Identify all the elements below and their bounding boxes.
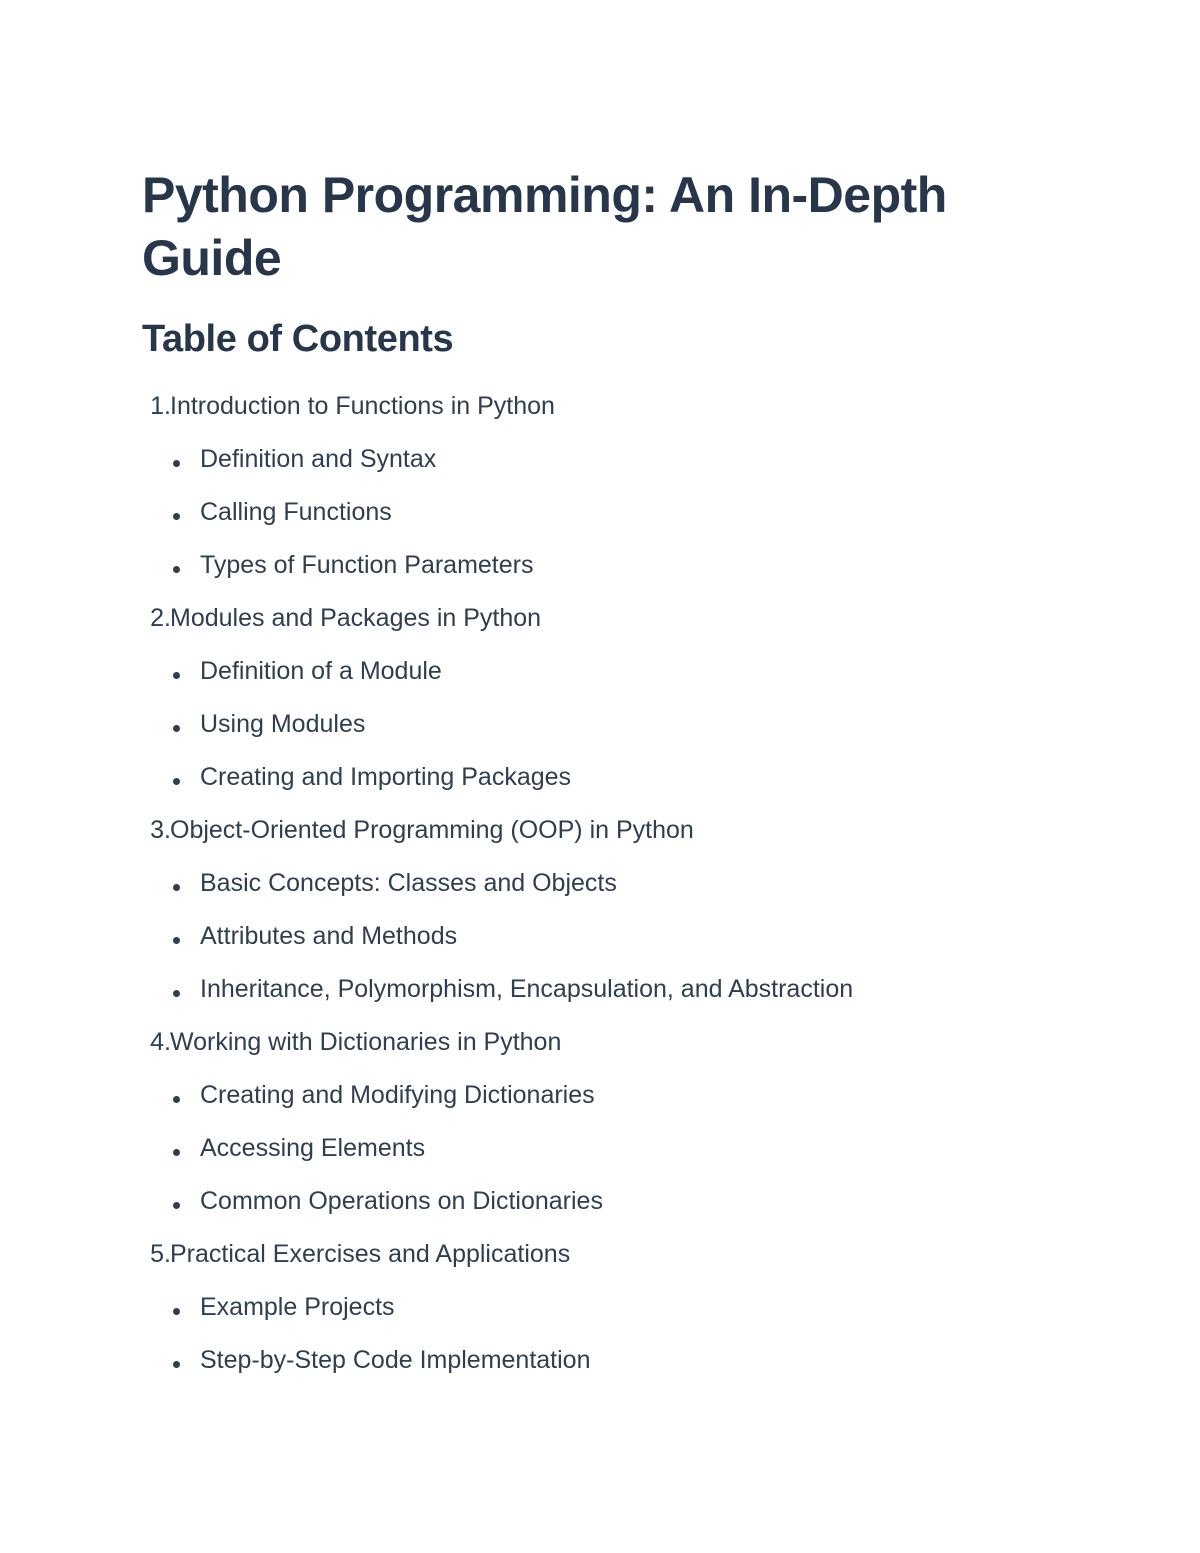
toc-section bbox=[142, 810, 1082, 1022]
toc-section-number: 3. bbox=[150, 816, 171, 844]
toc-section-number: 1. bbox=[150, 392, 171, 420]
toc-subsection-label: Using Modules bbox=[200, 710, 366, 738]
toc-subsection-entry[interactable] bbox=[142, 704, 1082, 757]
toc-subsection-label: Definition and Syntax bbox=[200, 445, 437, 473]
toc-subsection-label: Creating and Importing Packages bbox=[200, 763, 572, 791]
toc-subsection-entry[interactable] bbox=[142, 969, 1082, 1022]
toc-section-entry[interactable] bbox=[142, 810, 1082, 863]
toc-subsection-label: Example Projects bbox=[200, 1293, 395, 1321]
toc-section-entry[interactable] bbox=[142, 386, 1082, 439]
toc-section-entry[interactable] bbox=[142, 1022, 1082, 1075]
toc-subsection-entry[interactable] bbox=[142, 1181, 1082, 1234]
toc-subsection-label: Attributes and Methods bbox=[200, 922, 458, 950]
toc-subsection-list bbox=[142, 863, 1082, 1022]
toc-subsection-entry[interactable] bbox=[142, 757, 1082, 810]
toc-subsection-label: Creating and Modifying Dictionaries bbox=[200, 1081, 595, 1109]
toc-subsection-label: Inheritance, Polymorphism, Encapsulation, and Abstraction bbox=[200, 975, 854, 1003]
toc-subsection-entry[interactable] bbox=[142, 1340, 1082, 1393]
toc-section-number: 4. bbox=[150, 1028, 171, 1056]
table-of-contents bbox=[142, 386, 1082, 1393]
toc-subsection-entry[interactable] bbox=[142, 439, 1082, 492]
toc-subsection-label: Accessing Elements bbox=[200, 1134, 426, 1162]
toc-subsection-list bbox=[142, 439, 1082, 598]
toc-section bbox=[142, 386, 1082, 598]
toc-section bbox=[142, 1234, 1082, 1393]
toc-section-label: Working with Dictionaries in Python bbox=[170, 1028, 562, 1056]
toc-section bbox=[142, 1022, 1082, 1234]
toc-subsection-label: Common Operations on Dictionaries bbox=[200, 1187, 603, 1215]
toc-subsection-list bbox=[142, 651, 1082, 810]
toc-subsection-entry[interactable] bbox=[142, 651, 1082, 704]
toc-section-number: 2. bbox=[150, 604, 171, 632]
toc-subsection-entry[interactable] bbox=[142, 863, 1082, 916]
toc-subsection-entry[interactable] bbox=[142, 916, 1082, 969]
toc-section-label: Modules and Packages in Python bbox=[170, 604, 542, 632]
toc-section-entry[interactable] bbox=[142, 1234, 1082, 1287]
toc-subsection-list bbox=[142, 1075, 1082, 1234]
toc-section-number: 5. bbox=[150, 1240, 171, 1268]
toc-subsection-entry[interactable] bbox=[142, 492, 1082, 545]
toc-section bbox=[142, 598, 1082, 810]
toc-section-entry[interactable] bbox=[142, 598, 1082, 651]
toc-subsection-entry[interactable] bbox=[142, 1075, 1082, 1128]
toc-subsection-entry[interactable] bbox=[142, 545, 1082, 598]
toc-subsection-entry[interactable] bbox=[142, 1287, 1082, 1340]
toc-heading: Table of Contents bbox=[142, 318, 454, 360]
toc-section-label: Practical Exercises and Applications bbox=[170, 1240, 571, 1268]
toc-subsection-label: Calling Functions bbox=[200, 498, 392, 526]
toc-subsection-label: Basic Concepts: Classes and Objects bbox=[200, 869, 617, 897]
toc-subsection-entry[interactable] bbox=[142, 1128, 1082, 1181]
document-title: Python Programming: An In-Depth Guide bbox=[142, 167, 947, 286]
toc-section-label: Introduction to Functions in Python bbox=[170, 392, 555, 420]
toc-section-label: Object-Oriented Programming (OOP) in Python bbox=[170, 816, 694, 844]
toc-subsection-list bbox=[142, 1287, 1082, 1393]
toc-subsection-label: Types of Function Parameters bbox=[200, 551, 534, 579]
toc-subsection-label: Definition of a Module bbox=[200, 657, 442, 685]
toc-subsection-label: Step-by-Step Code Implementation bbox=[200, 1346, 591, 1374]
